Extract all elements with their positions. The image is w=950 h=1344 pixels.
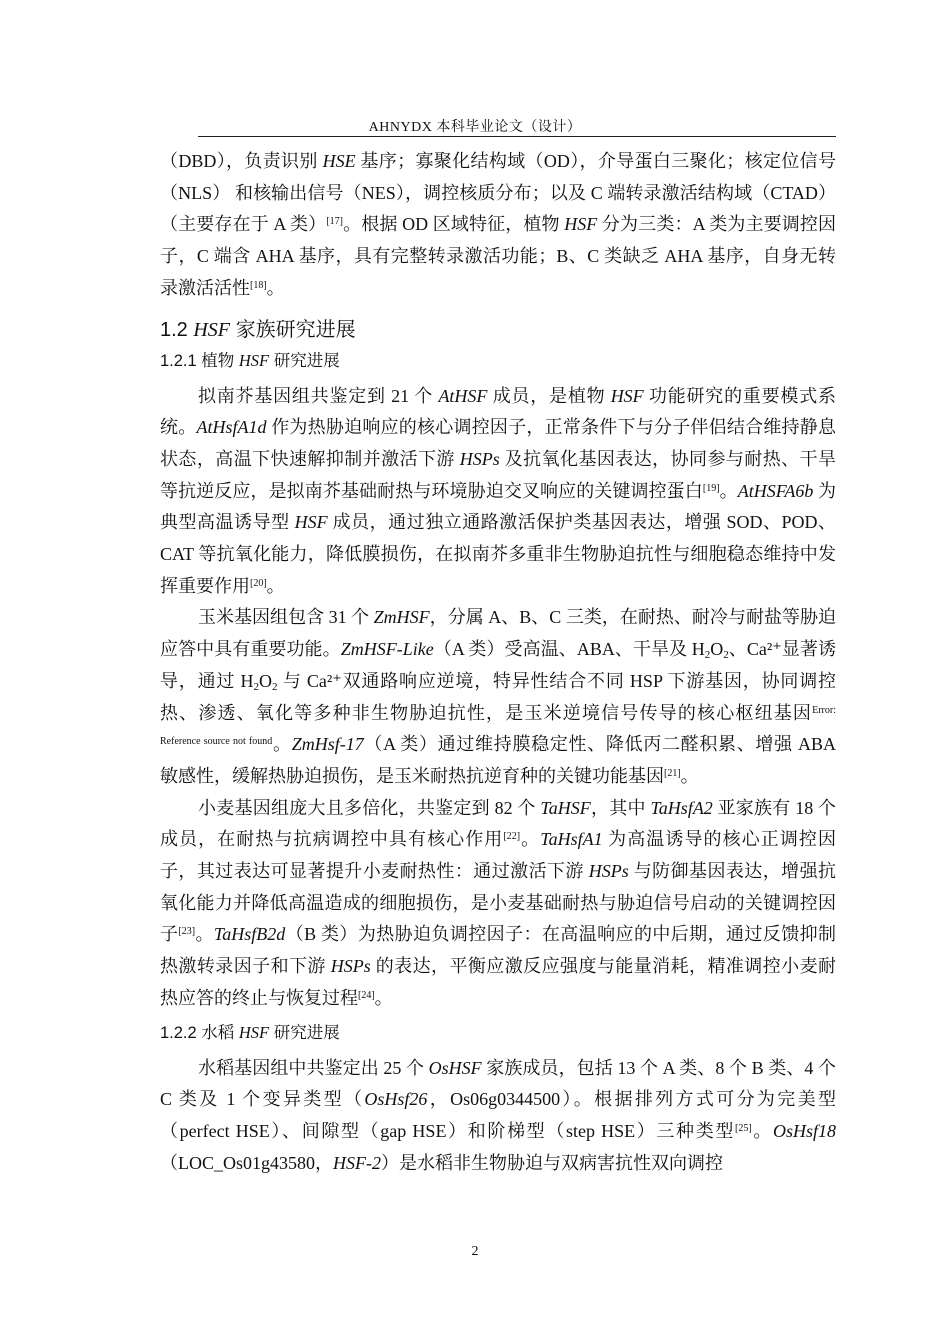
citation: [25] — [735, 1122, 752, 1134]
paragraph-wheat: 小麦基因组庞大且多倍化，共鉴定到 82 个 TaHSF，其中 TaHsfA2 亚家族有 18 个成员，在耐热与抗病调控中具有核心作用[22]。TaHsfA1 为高温诱导的核心正调控因子，其过表达可显著提升小麦耐热性：通过激活下游 HSPs 与防御基因表达，增强抗氧化能力并降低高温造成的细胞损伤，是小麦基础耐热与胁迫信号启动的关键调控因子[23]。TaHsfB2d（B 类）为热胁迫负调控因子：在高温响应的中后期，通过反馈抑制热激转录因子和下游 HSPs 的表达，平衡应激反应强度与能量消耗，精准调控小麦耐热应答的终止与恢复过程[24]。 — [160, 797, 837, 1008]
paragraph-maize: 玉米基因组包含 31 个 ZmHSF，分属 A、B、C 三类，在耐热、耐冷与耐盐等胁迫应答中具有重要功能。ZmHSF-Like（A 类）受高温、ABA、干旱及 $H_2O_2$、Ca²⁺显著诱导，通过 $H_2O_2$ 与 Ca²⁺双通路响应逆境，特异性结合不同 HSP 下游基因，协同调控热、渗透、氧化等多种非生物胁迫抗性，是玉米逆境信号传导的核心枢纽基因$^{Error: Reference source not found}$。ZmHsf-17（A 类）通过维持膜稳定性、降低丙二醛积累、增强 ABA 敏感性，缓解热胁迫损伤，是玉米耐热抗逆育种的关键功能基因[21]。 — [160, 607, 837, 786]
citation: [19] — [702, 482, 720, 494]
paragraph-rice: 水稻基因组中共鉴定出 25 个 OsHSF 家族成员，包括 13 个 A 类、8 个 B 类、4 个 C 类及 1 个变异类型（OsHsf26，Os06g0344500）。根据排列方式可分为完美型（perfect HSE）、间隙型（gap HSE）和阶梯型（step HSE）三种类型[25]。OsHsf18（LOC_Os01g43580，HSF-2）是水稻非生物胁迫与双病害抗性双向调控 — [160, 1057, 837, 1173]
section-heading: 1.2 HSF 家族研究进展 — [160, 318, 356, 341]
paragraph-arabidopsis: 拟南芥基因组共鉴定到 21 个 AtHSF 成员，是植物 HSF 功能研究的重要模式系统。AtHsfA1d 作为热胁迫响应的核心调控因子，正常条件下与分子伴侣结合维持静息状态，高温下快速解抑制并激活下游 HSPs 及抗氧化基因表达，协同参与耐热、干旱等抗逆反应，是拟南芥基础耐热与环境胁迫交叉响应的关键调控蛋白[19]。AtHSFA6b 为典型高温诱导型 HSF 成员，通过独立通路激活保护类基因表达，增强 SOD、POD、CAT 等抗氧化能力，降低膜损伤，在拟南芥多重非生物胁迫抗性与细胞稳态维持中发挥重要作用[20]。 — [160, 385, 837, 596]
subsection-heading-rice: 1.2.2 水稻 HSF 研究进展 — [160, 1022, 340, 1042]
citation: [22] — [503, 831, 521, 843]
page-number: 2 — [471, 1244, 479, 1259]
reference-error: Error: Reference source not found — [160, 704, 836, 748]
citation: [23] — [178, 926, 196, 938]
citation: [21] — [664, 767, 681, 779]
citation: [20] — [250, 577, 267, 589]
document-body — [160, 146, 836, 1179]
citation: [18] — [250, 279, 267, 291]
citation: [17] — [326, 216, 343, 228]
subsection-heading-plant: 1.2.1 植物 HSF 研究进展 — [160, 350, 340, 370]
paragraph-hsf-domains: （DBD），负责识别 HSE 基序；寡聚化结构域（OD），介导蛋白三聚化；核定位信号（NLS） 和核输出信号（NES），调控核质分布；以及 C 端转录激活结构域（CTAD）（主要存在于 A 类）[17]。根据 OD 区域特征，植物 HSF 分为三类：A 类为主要调控因子，C 端含 AHA 基序，具有完整转录激活功能；B、C 类缺乏 AHA 基序，自身无转录激活活性[18]。 — [160, 151, 836, 298]
page-header: AHNYDX 本科毕业论文（设计） — [368, 120, 582, 135]
citation: [24] — [358, 989, 375, 1001]
header-rule — [198, 136, 836, 137]
